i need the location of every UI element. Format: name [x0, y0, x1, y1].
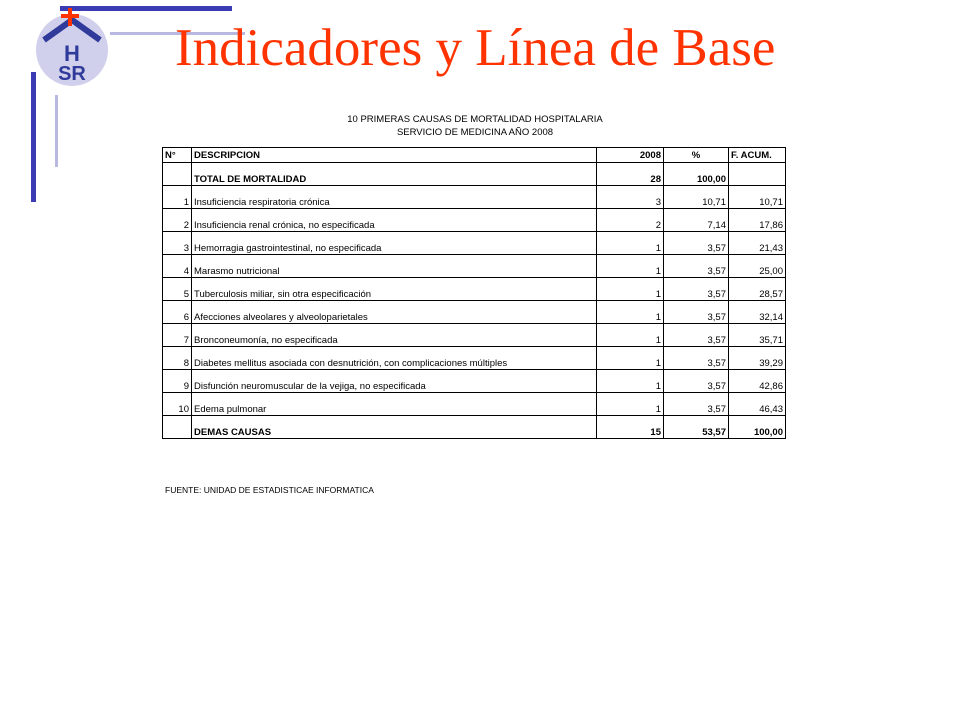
cell-percent: 3,57 — [664, 301, 729, 324]
table-row — [163, 186, 786, 209]
cell-percent: 53,57 — [664, 416, 729, 439]
cell-percent: 10,71 — [664, 186, 729, 209]
cell-number: 8 — [163, 347, 192, 370]
cell-description: Bronconeumonía, no especificada — [192, 324, 597, 347]
cell-percent: 3,57 — [664, 370, 729, 393]
cell-cumulative: 46,43 — [729, 393, 786, 416]
cell-number — [163, 163, 192, 186]
table-row — [163, 209, 786, 232]
report-heading-line1: 10 PRIMERAS CAUSAS DE MORTALIDAD HOSPITALARIA — [347, 114, 603, 125]
cell-cumulative: 17,86 — [729, 209, 786, 232]
table-row-other-causes — [163, 416, 786, 439]
cell-year: 1 — [597, 255, 664, 278]
slide-title: Indicadores y Línea de Base — [175, 19, 776, 77]
cell-number: 9 — [163, 370, 192, 393]
col-header-year: 2008 — [597, 148, 664, 163]
cell-description: DEMAS CAUSAS — [192, 416, 597, 439]
cell-number: 4 — [163, 255, 192, 278]
cell-cumulative: 28,57 — [729, 278, 786, 301]
decor-line-left-inner — [55, 95, 58, 167]
table-header-row — [163, 148, 786, 163]
cell-number: 5 — [163, 278, 192, 301]
table-row — [163, 324, 786, 347]
cell-number: 6 — [163, 301, 192, 324]
cell-description: Hemorragia gastrointestinal, no especificada — [192, 232, 597, 255]
cell-percent: 100,00 — [664, 163, 729, 186]
cell-description: Edema pulmonar — [192, 393, 597, 416]
cell-number — [163, 416, 192, 439]
cell-cumulative: 100,00 — [729, 416, 786, 439]
cell-description: Tuberculosis miliar, sin otra especificación — [192, 278, 597, 301]
cell-number: 2 — [163, 209, 192, 232]
cell-number: 7 — [163, 324, 192, 347]
table-row — [163, 393, 786, 416]
cell-year: 1 — [597, 324, 664, 347]
cell-percent: 3,57 — [664, 393, 729, 416]
cell-number: 3 — [163, 232, 192, 255]
table-row — [163, 232, 786, 255]
cell-description: Disfunción neuromuscular de la vejiga, no especificada — [192, 370, 597, 393]
cell-percent: 3,57 — [664, 255, 729, 278]
report-heading — [160, 113, 790, 139]
cell-number: 1 — [163, 186, 192, 209]
report-heading-line2: SERVICIO DE MEDICINA AÑO 2008 — [396, 127, 554, 138]
cell-cumulative: 21,43 — [729, 232, 786, 255]
cell-cumulative: 39,29 — [729, 347, 786, 370]
cell-number: 10 — [163, 393, 192, 416]
table-row — [163, 347, 786, 370]
table-row — [163, 278, 786, 301]
table-row — [163, 301, 786, 324]
cell-description: Insuficiencia renal crónica, no especificada — [192, 209, 597, 232]
cell-year: 1 — [597, 370, 664, 393]
hospital-logo — [30, 6, 114, 90]
cell-percent: 3,57 — [664, 324, 729, 347]
cell-description: Insuficiencia respiratoria crónica — [192, 186, 597, 209]
cell-percent: 3,57 — [664, 278, 729, 301]
cell-year: 1 — [597, 301, 664, 324]
table-row — [163, 370, 786, 393]
cell-percent: 7,14 — [664, 209, 729, 232]
cell-year: 3 — [597, 186, 664, 209]
col-header-description: DESCRIPCION — [192, 148, 597, 163]
source-note: FUENTE: UNIDAD DE ESTADISTICAE INFORMATICA — [165, 485, 374, 495]
col-header-cumulative: F. ACUM. — [729, 148, 786, 163]
cell-year: 1 — [597, 278, 664, 301]
col-header-percent: % — [664, 148, 729, 163]
cell-cumulative: 32,14 — [729, 301, 786, 324]
cell-cumulative: 35,71 — [729, 324, 786, 347]
cell-cumulative — [729, 163, 786, 186]
decor-line-left — [31, 72, 36, 202]
cell-description: Afecciones alveolares y alveoloparietales — [192, 301, 597, 324]
col-header-number: N° — [163, 148, 192, 163]
svg-text:SR: SR — [58, 63, 86, 85]
mortality-table — [162, 147, 786, 439]
cell-year: 15 — [597, 416, 664, 439]
cell-year: 1 — [597, 232, 664, 255]
cell-year: 2 — [597, 209, 664, 232]
table-row-total — [163, 163, 786, 186]
cell-cumulative: 42,86 — [729, 370, 786, 393]
cell-year: 1 — [597, 393, 664, 416]
table-row — [163, 255, 786, 278]
cell-cumulative: 25,00 — [729, 255, 786, 278]
cell-description: Diabetes mellitus asociada con desnutrición, con complicaciones múltiples — [192, 347, 597, 370]
cell-percent: 3,57 — [664, 347, 729, 370]
cell-cumulative: 10,71 — [729, 186, 786, 209]
cell-description: TOTAL DE MORTALIDAD — [192, 163, 597, 186]
cell-year: 28 — [597, 163, 664, 186]
cell-percent: 3,57 — [664, 232, 729, 255]
cell-year: 1 — [597, 347, 664, 370]
logo-letters: H — [64, 41, 80, 66]
cell-description: Marasmo nutricional — [192, 255, 597, 278]
